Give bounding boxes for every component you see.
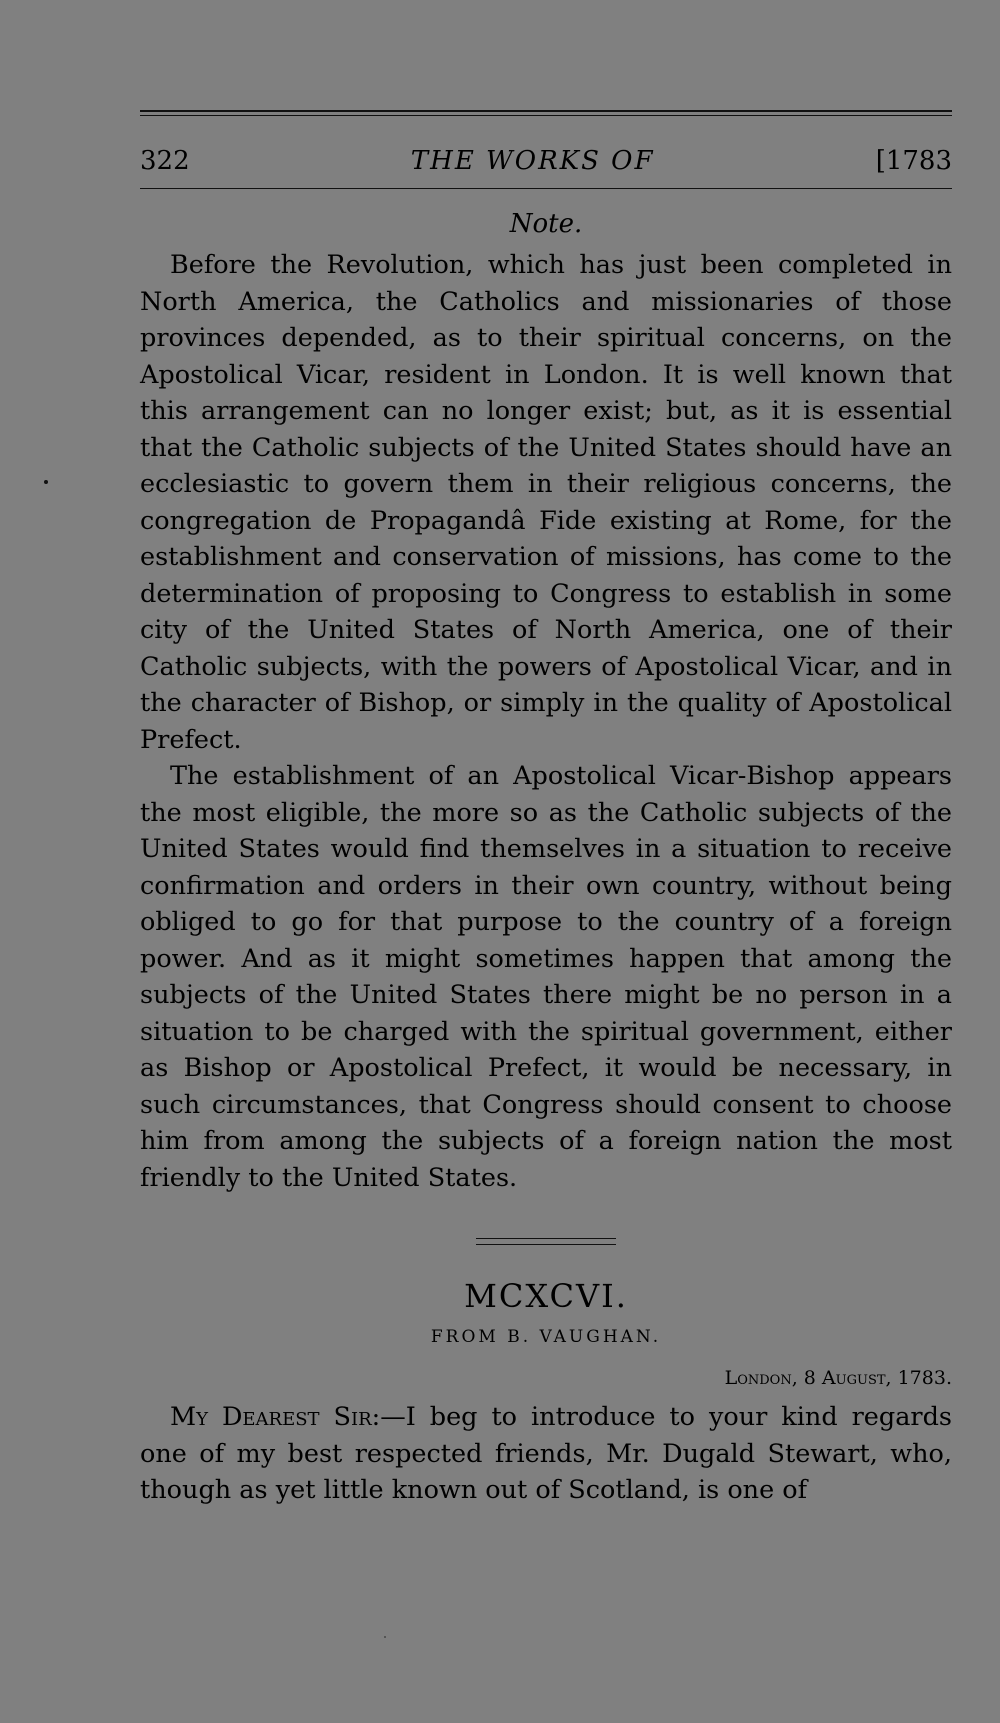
note-heading: Note. [509,209,583,239]
margin-mark [44,480,48,484]
header-rule-top-thin [140,115,952,116]
letter-salutation: My Dearest Sir [170,1402,372,1432]
header-rule-bottom [140,188,952,189]
page-number: 322 [140,146,190,176]
letter-from: FROM B. VAUGHAN. [430,1327,662,1347]
running-title: THE WORKS OF [410,146,655,176]
page-speck [384,1636,386,1638]
note-paragraph-2: The establishment of an Apostolical Vicar-Bishop appears the most eligible, the more so as the Catholic subjects of the United States would find themselves in a situation to receive confirmation and orders in their own country, without being obliged to go for that purpose to the country of a foreign power. And as it might sometimes happen that among the subjects of the United States there might be no person in a situation to be charged with the spiritual government, either as Bishop or Apostolical Prefect, it would be necessary, in such circumstances, that Congress should consent to choose him from among the subjects of a foreign nation the most friendly to the United States. [140,761,952,1193]
letter-dateline: London, 8 August, 1783. [724,1367,952,1389]
letter-body [140,1399,952,1509]
header-year: [1783 [875,146,952,176]
book-page [140,110,952,1509]
letter-number: MCXCVI. [464,1277,628,1315]
section-divider [476,1238,616,1239]
note-paragraph-1: Before the Revolution, which has just been completed in North America, the Catholics and missionaries of those provinces depended, as to their spiritual concerns, on the Apostolical Vicar, resident in London. It is well known that this arrangement can no longer exist; but, as it is essential that the Catholic subjects of the United States should have an ecclesiastic to govern them in their religious concerns, the congregation de Propagandâ Fide existing at Rome, for the establishment and conservation of missions, has come to the determination of proposing to Congress to establish in some city of the United States of North America, one of their Catholic subjects, with the powers of Apostolical Vicar, and in the character of Bishop, or simply in the quality of Apostolical Prefect. [140,250,952,755]
header-rule-top [140,110,952,112]
section-divider-second [476,1244,616,1245]
letter-body-text: :—I beg to introduce to your kind regards one of my best respected friends, Mr. Dugald Stewart, who, though as yet little known out of Scotland, is one of [140,1402,952,1505]
running-header [140,146,952,176]
